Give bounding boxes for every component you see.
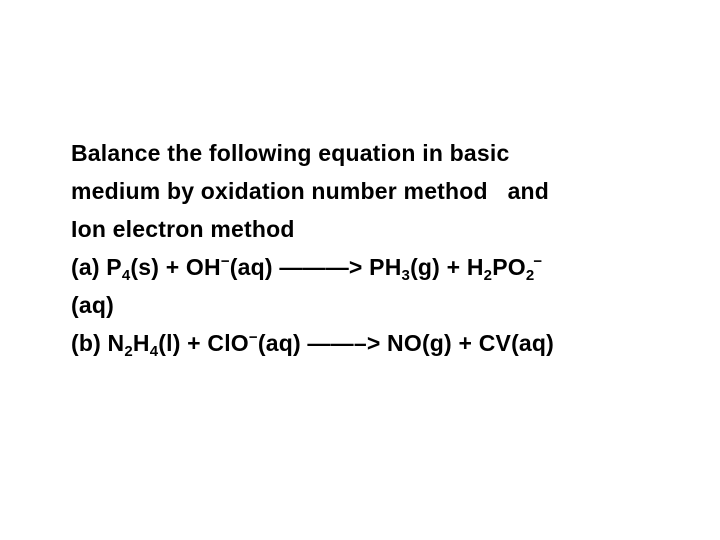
- eq-a-po-superscript: −: [533, 253, 543, 270]
- heading-line-1: Balance the following equation in basic: [71, 140, 510, 166]
- eq-a-po-subscript: 2: [525, 267, 535, 284]
- equation-a: [71, 248, 691, 286]
- eq-a-p-subscript: 4: [121, 267, 131, 284]
- eq-a-part1: (s) + OH: [130, 254, 221, 280]
- eq-a-ph-subscript: 3: [401, 267, 411, 284]
- heading-line-2: medium by oxidation number method and: [71, 178, 550, 204]
- eq-a-part4: PO: [492, 254, 526, 280]
- eq-a-label: (a) P: [71, 254, 122, 280]
- eq-b-label: (b) N: [71, 330, 125, 356]
- eq-b-part1: H: [132, 330, 150, 356]
- eq-a-h-subscript: 2: [483, 267, 493, 284]
- eq-b-part3: (aq) ——–> NO(g) + CV(aq): [257, 330, 555, 356]
- equation-a-continuation: (aq): [71, 292, 114, 318]
- eq-b-n-subscript: 2: [124, 343, 133, 360]
- heading-line-3: Ion electron method: [71, 216, 295, 242]
- question-text: [71, 134, 691, 362]
- eq-a-oh-superscript: −: [220, 253, 230, 270]
- eq-a-part3: (g) + H: [410, 254, 484, 280]
- equation-b: [71, 324, 691, 362]
- eq-b-h-subscript: 4: [149, 343, 159, 360]
- eq-b-clo-superscript: −: [248, 329, 258, 346]
- eq-a-part2: (aq) ———> PH: [229, 254, 402, 280]
- eq-b-part2: (l) + ClO: [158, 330, 249, 356]
